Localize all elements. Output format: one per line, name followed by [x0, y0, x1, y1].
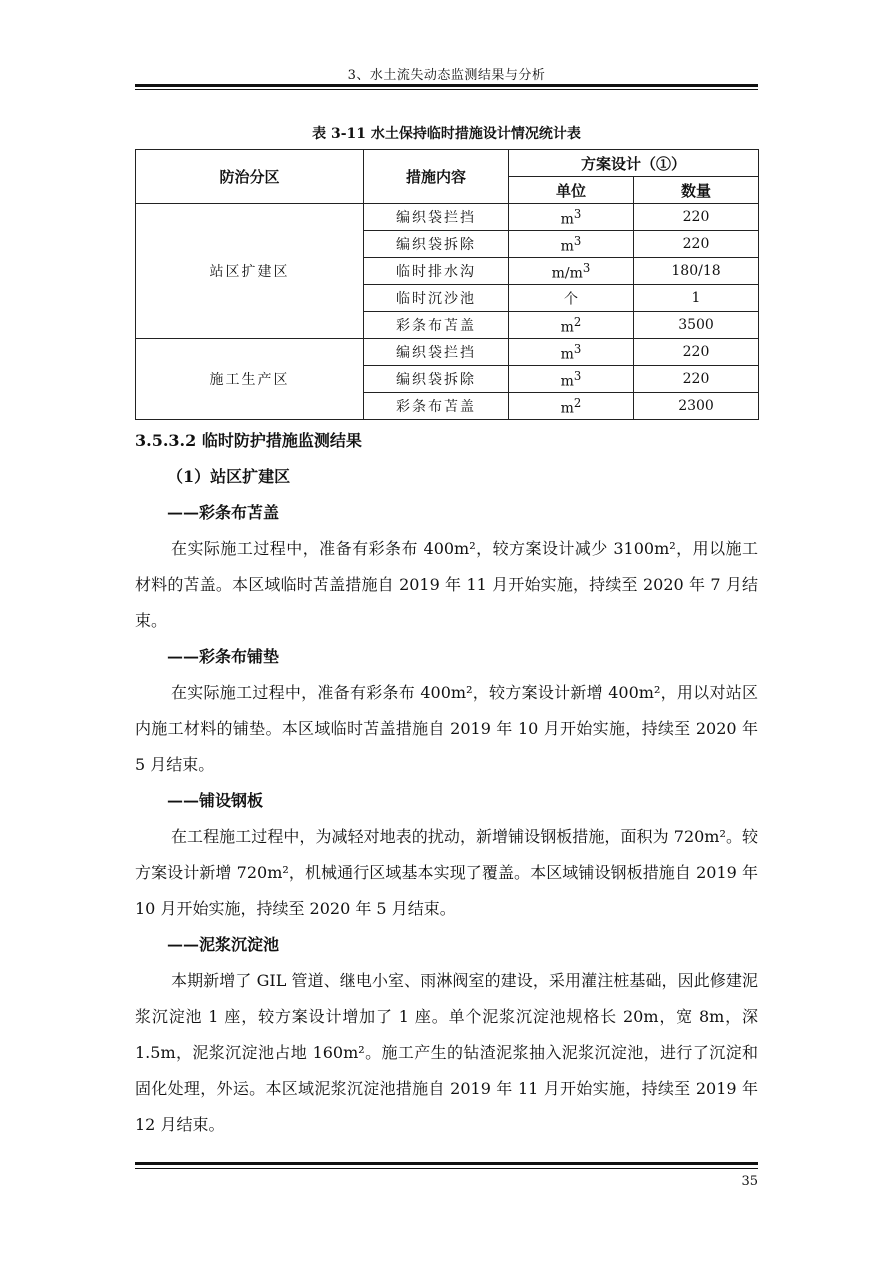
quantity-cell: 3500: [634, 312, 759, 339]
header-rule-thick: [135, 84, 758, 87]
unit-cell: $m^3$: [509, 231, 634, 258]
measure-cell: 临时沉沙池: [364, 285, 509, 312]
unit-cell: $m^2$: [509, 393, 634, 420]
quantity-cell: 1: [634, 285, 759, 312]
zone-cell: 站区扩建区: [136, 204, 364, 339]
measure-cell: 编织袋拦挡: [364, 204, 509, 231]
measure-cell: 编织袋拆除: [364, 366, 509, 393]
unit-cell: $m^3$: [509, 339, 634, 366]
measure-cell: 编织袋拦挡: [364, 339, 509, 366]
header-measure: 措施内容: [364, 150, 509, 204]
item-title: ——彩条布苫盖: [167, 503, 280, 522]
page-number: 35: [741, 1174, 758, 1189]
unit-cell: $m^3$: [509, 366, 634, 393]
section-heading: 3.5.3.2 临时防护措施监测结果: [135, 431, 362, 450]
header-plan: 方案设计（①）: [509, 150, 759, 177]
quantity-cell: 2300: [634, 393, 759, 420]
subsection-heading: （1）站区扩建区: [167, 467, 291, 486]
measure-cell: 编织袋拆除: [364, 231, 509, 258]
header-rule-thin: [135, 89, 758, 90]
quantity-cell: 220: [634, 339, 759, 366]
paragraph: 在实际施工过程中，准备有彩条布 400m²，较方案设计新增 400m²，用以对站区内施工材料的铺垫。本区域临时苫盖措施自 2019 年 10 月开始实施，持续至 2020 年 5 月结束。: [135, 683, 758, 774]
footer-rule-thick: [135, 1162, 758, 1165]
header-unit: 单位: [509, 177, 634, 204]
quantity-cell: 220: [634, 366, 759, 393]
quantity-cell: 220: [634, 204, 759, 231]
item-title: ——泥浆沉淀池: [167, 935, 280, 954]
measure-cell: 临时排水沟: [364, 258, 509, 285]
measure-cell: 彩条布苫盖: [364, 312, 509, 339]
table-row: [136, 339, 759, 366]
unit-cell: $m^2$: [509, 312, 634, 339]
paragraph: 本期新增了 GIL 管道、继电小室、雨淋阀室的建设，采用灌注桩基础，因此修建泥浆沉淀池 1 座，较方案设计增加了 1 座。单个泥浆沉淀池规格长 20m，宽 8m，深 1.5m，泥浆沉淀池占地 160m²。施工产生的钻渣泥浆抽入泥浆沉淀池，进行了沉淀和固化处理，外运。本区域泥浆沉淀池措施自 2019 年 11 月开始实施，持续至 2019 年 12 月结束。: [135, 971, 758, 1134]
unit-cell: 个: [509, 285, 634, 312]
table-caption: 表 3-11 水土保持临时措施设计情况统计表: [312, 126, 581, 142]
paragraph: 在工程施工过程中，为减轻对地表的扰动，新增铺设钢板措施，面积为 720m²。较方案设计新增 720m²，机械通行区域基本实现了覆盖。本区域铺设钢板措施自 2019 年 10 月开始实施，持续至 2020 年 5 月结束。: [135, 827, 758, 918]
quantity-cell: 220: [634, 231, 759, 258]
header-quantity: 数量: [634, 177, 759, 204]
footer-rule-thin: [135, 1168, 758, 1169]
zone-cell: 施工生产区: [136, 339, 364, 420]
header-zone: 防治分区: [136, 150, 364, 204]
item-title: ——彩条布铺垫: [167, 647, 280, 666]
paragraph: 在实际施工过程中，准备有彩条布 400m²，较方案设计减少 3100m²，用以施工材料的苫盖。本区域临时苫盖措施自 2019 年 11 月开始实施，持续至 2020 年 7 月结束。: [135, 539, 758, 630]
measure-cell: 彩条布苫盖: [364, 393, 509, 420]
table-row: [136, 204, 759, 231]
item-title: ——铺设钢板: [167, 791, 264, 810]
quantity-cell: 180/18: [634, 258, 759, 285]
unit-cell: $m/m^3$: [509, 258, 634, 285]
body-text: [135, 423, 758, 1143]
unit-cell: $m^3$: [509, 204, 634, 231]
temporary-measures-table: [135, 149, 759, 420]
running-header: 3、水土流失动态监测结果与分析: [347, 68, 546, 83]
